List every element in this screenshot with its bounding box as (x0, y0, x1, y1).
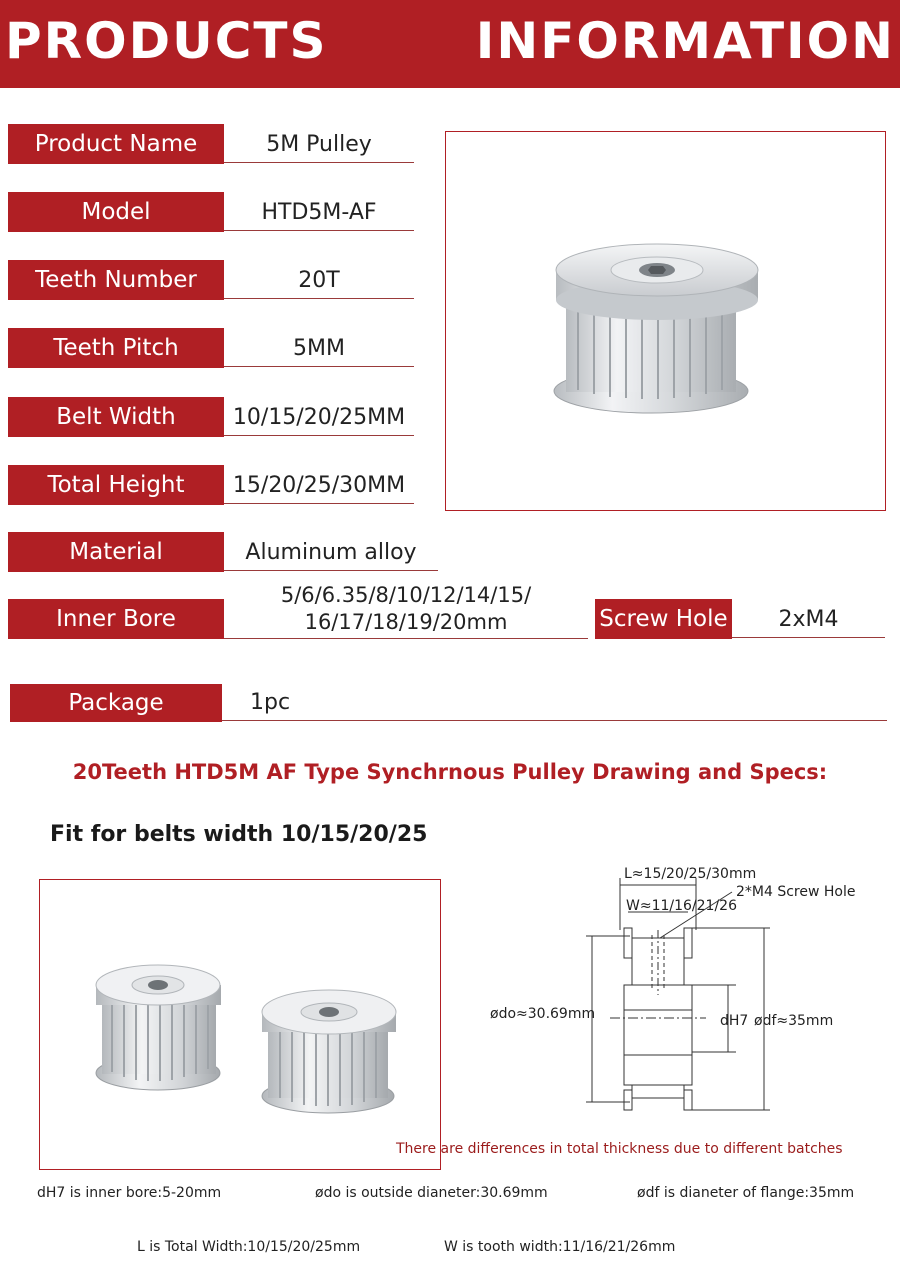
pulley-pair-photo (40, 880, 440, 1169)
pulley-photo (446, 132, 885, 510)
spec-value-total-height: 15/20/25/30MM (224, 469, 414, 504)
inner-bore-line-1: 5/6/6.35/8/10/12/14/15/ (280, 583, 532, 607)
spec-value-screw-hole: 2xM4 (732, 602, 885, 638)
spec-label-screw-hole: Screw Hole (595, 599, 732, 639)
bore-annotation: dH7 (720, 1013, 749, 1029)
legend-bore: dH7 is inner bore:5-20mm (37, 1185, 222, 1201)
batch-thickness-note: There are differences in total thickness due to different batches (396, 1141, 843, 1157)
inner-bore-line-2: 16/17/18/19/20mm (304, 610, 508, 634)
spec-value-teeth-number: 20T (224, 264, 414, 299)
belt-fit-subtitle: Fit for belts width 10/15/20/25 (50, 822, 428, 847)
spec-value-teeth-pitch: 5MM (224, 332, 414, 367)
legend-tooth-width: W is tooth width:11/16/21/26mm (444, 1239, 676, 1255)
spec-label-total-height: Total Height (8, 465, 224, 505)
spec-label-package: Package (10, 684, 222, 722)
flange-annotation: ødf≈35mm (754, 1013, 834, 1029)
tooth-width-annotation: W≈11/16/21/26 (626, 898, 737, 914)
page-title: PRODUCTS INFORMATION (4, 12, 896, 70)
spec-label-teeth-pitch: Teeth Pitch (8, 328, 224, 368)
spec-value-inner-bore (224, 582, 588, 639)
drawing-section-title: 20Teeth HTD5M AF Type Synchrnous Pulley Drawing and Specs: (72, 760, 828, 784)
legend-total-width: L is Total Width:10/15/20/25mm (137, 1239, 361, 1255)
spec-label-model: Model (8, 192, 224, 232)
legend-outside-diameter: ødo is outside dianeter:30.69mm (315, 1185, 548, 1201)
spec-value-belt-width: 10/15/20/25MM (224, 401, 414, 436)
spec-label-inner-bore: Inner Bore (8, 599, 224, 639)
spec-label-material: Material (8, 532, 224, 572)
outside-diameter-annotation: ødo≈30.69mm (490, 1006, 596, 1022)
legend-flange-diameter: ødf is dianeter of flange:35mm (637, 1185, 855, 1201)
spec-value-material: Aluminum alloy (224, 535, 438, 571)
pulley-pair-photo-frame (39, 879, 441, 1170)
product-photo-frame (445, 131, 886, 511)
screw-hole-annotation: 2*M4 Screw Hole (736, 884, 856, 900)
spec-label-teeth-number: Teeth Number (8, 260, 224, 300)
technical-drawing (470, 850, 890, 1130)
spec-value-model: HTD5M-AF (224, 196, 414, 231)
spec-label-belt-width: Belt Width (8, 397, 224, 437)
spec-value-product-name: 5M Pulley (224, 128, 414, 163)
spec-label-product-name: Product Name (8, 124, 224, 164)
spec-value-package: 1pc (222, 684, 887, 721)
total-width-annotation: L≈15/20/25/30mm (624, 866, 757, 882)
